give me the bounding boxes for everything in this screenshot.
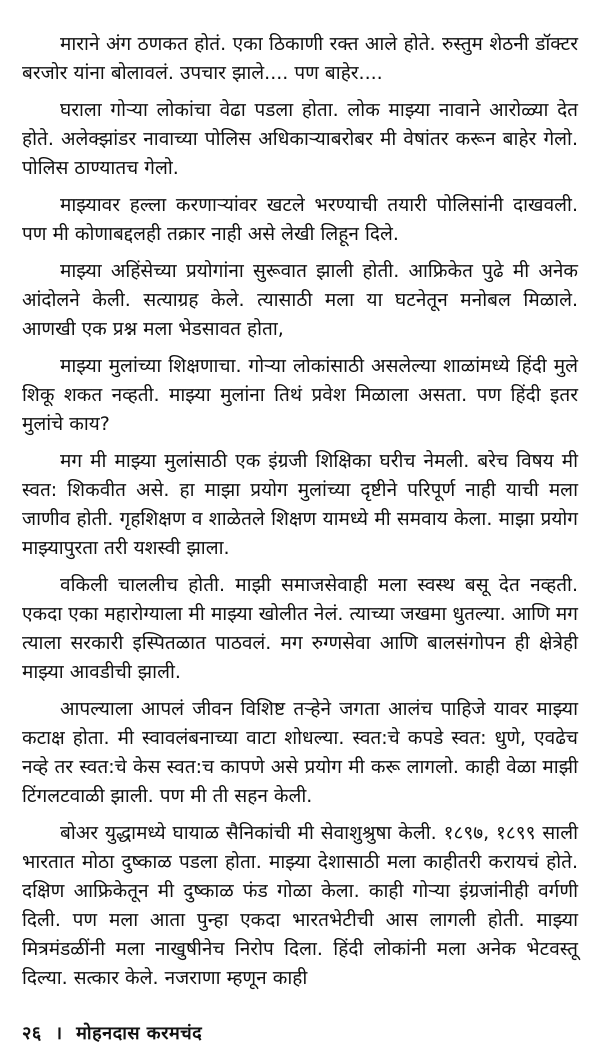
body-text xyxy=(22,30,578,993)
paragraph: आपल्याला आपलं जीवन विशिष्ट तऱ्हेने जगता आलंच पाहिजे यावर माझ्या कटाक्ष होता. मी स्वावलंबनाच्या वाटा शोधल्या. स्वत:चे कपडे स्वत: धुणे, एवढेच नव्हे तर स्वत:चे केस स्वत:च कापणे असे प्रयोग मी करू लागलो. काही वेळा माझी टिंगलटवाळी झाली. पण मी ती सहन केली. xyxy=(22,698,578,807)
paragraph: माझ्यावर हल्ला करणाऱ्यांवर खटले भरण्याची तयारी पोलिसांनी दाखवली. पण मी कोणाबद्दलही तक्रार नाही असे लेखी लिहून दिले. xyxy=(22,194,578,245)
book-title: मोहनदास करमचंद xyxy=(76,1023,203,1044)
paragraph: माझ्या अहिंसेच्या प्रयोगांना सुरूवात झाली होती. आफ्रिकेत पुढे मी अनेक आंदोलने केली. सत्याग्रह केले. त्यासाठी मला या घटनेतून मनोबल मिळाले. आणखी एक प्रश्न मला भेडसावत होता, xyxy=(22,260,578,340)
paragraph: माराने अंग ठणकत होतं. एका ठिकाणी रक्त आले होते. रुस्तुम शेठनी डॉक्टर बरजोर यांना बोलावलं. उपचार झाले.... पण बाहेर.... xyxy=(22,33,578,84)
page-number: २६ xyxy=(22,1023,42,1044)
paragraph: घराला गोऱ्या लोकांचा वेढा पडला होता. लोक माझ्या नावाने आरोळ्या देत होते. अलेक्झांडर नावाच्या पोलिस अधिकाऱ्याबरोबर मी वेषांतर करून बाहेर गेलो. पोलिस ठाण्यातच गेलो. xyxy=(22,99,578,179)
footer-separator: । xyxy=(55,1023,63,1044)
paragraph: वकिली चाललीच होती. माझी समाजसेवाही मला स्वस्थ बसू देत नव्हती. एकदा एका महारोग्याला मी माझ्या खोलीत नेलं. त्याच्या जखमा धुतल्या. आणि मग त्याला सरकारी इस्पितळात पाठवलं. मग रुग्णसेवा आणि बालसंगोपन ही क्षेत्रेही माझ्या आवडीची झाली. xyxy=(22,574,578,683)
paragraph: बोअर युद्धामध्ये घायाळ सैनिकांची मी सेवाशुश्रुषा केली. १८९७, १८९९ साली भारतात मोठा दुष्काळ पडला होता. माझ्या देशासाठी मला काहीतरी करायचं होते. दक्षिण आफ्रिकेतून मी दुष्काळ फंड गोळा केला. काही गोऱ्या इंग्रजांनीही वर्गणी दिली. पण मला आता पुन्हा एकदा भारतभेटीची आस लागली होती. माझ्या मित्रमंडळींनी मला नाखुषीनेच निरोप दिला. हिंदी लोकांनी मला अनेक भेटवस्तू दिल्या. सत्कार केले. नजराणा म्हणून काही xyxy=(22,822,578,989)
page-footer xyxy=(22,1021,202,1045)
paragraph: माझ्या मुलांच्या शिक्षणाचा. गोऱ्या लोकांसाठी असलेल्या शाळांमध्ये हिंदी मुले शिकू शकत नव्हती. माझ्या मुलांना तिथं प्रवेश मिळाला असता. पण हिंदी इतर मुलांचे काय? xyxy=(22,355,578,435)
paragraph: मग मी माझ्या मुलांसाठी एक इंग्रजी शिक्षिका घरीच नेमली. बरेच विषय मी स्वत: शिकवीत असे. हा माझा प्रयोग मुलांच्या दृष्टीने परिपूर्ण नाही याची मला जाणीव होती. गृहशिक्षण व शाळेतले शिक्षण यामध्ये मी समवाय केला. माझा प्रयोग माझ्यापुरता तरी यशस्वी झाला. xyxy=(22,450,578,559)
